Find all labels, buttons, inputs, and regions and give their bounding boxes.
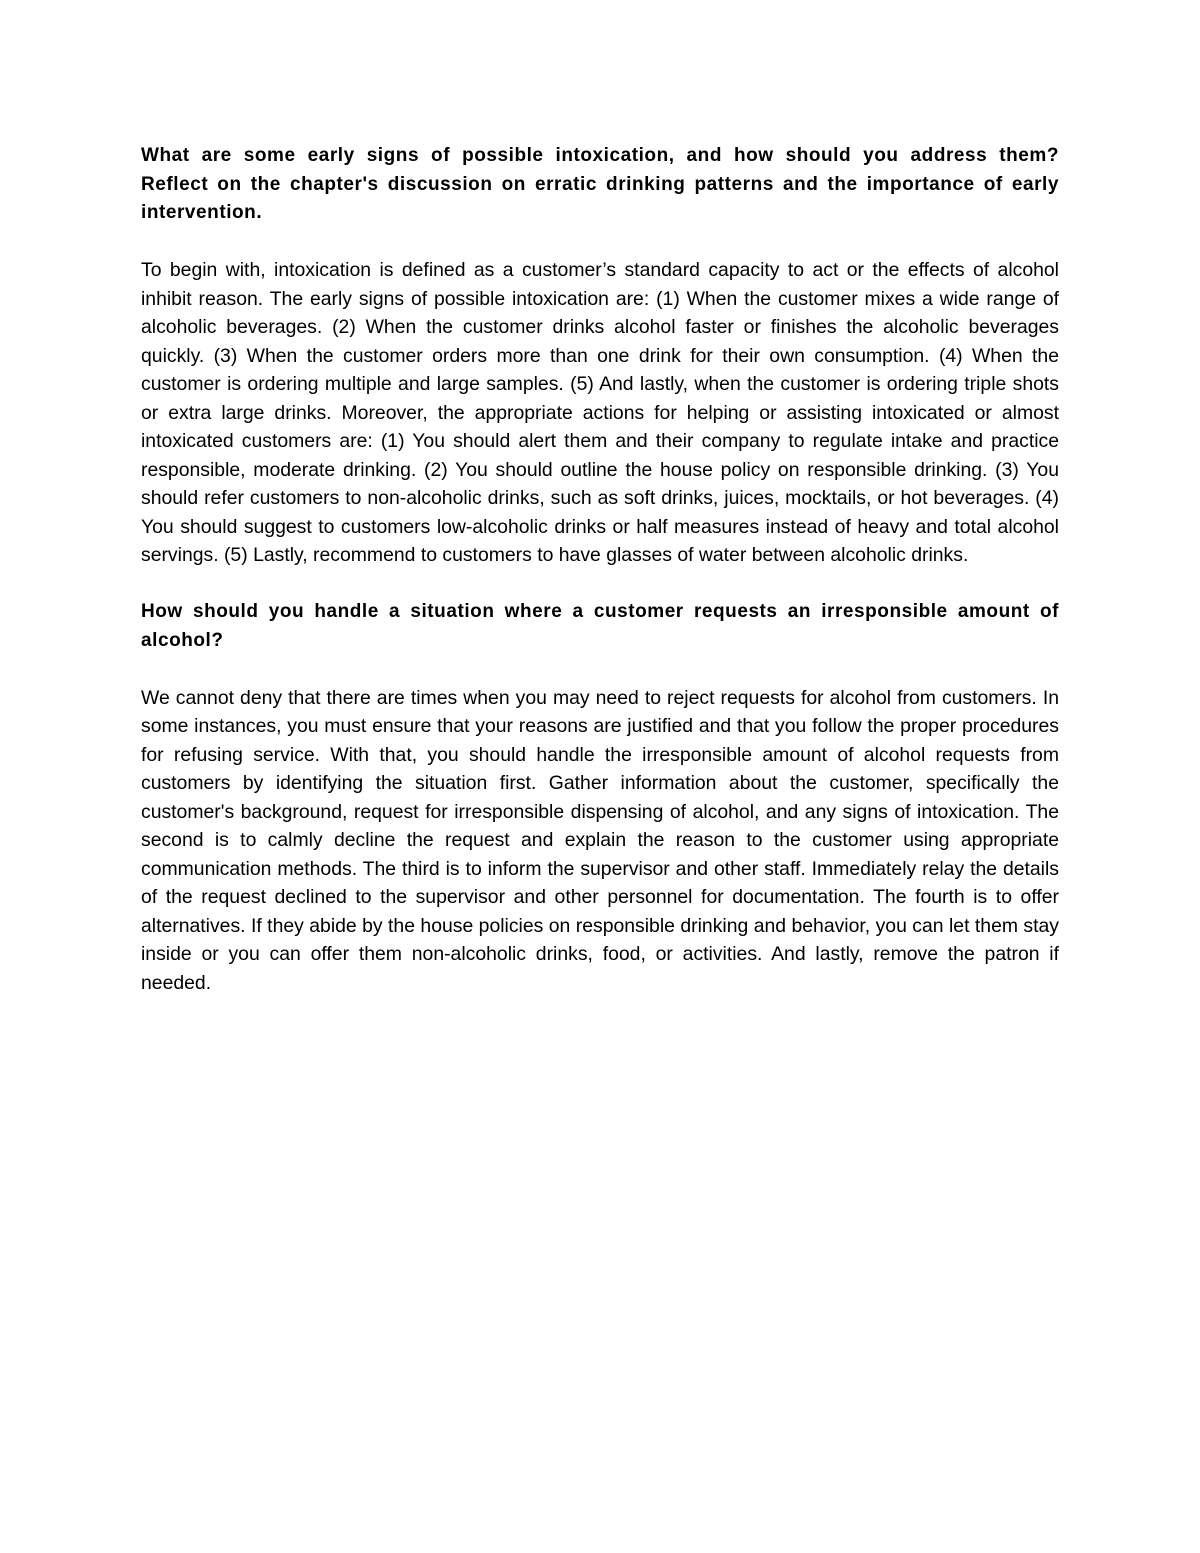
document-body (141, 142, 1059, 997)
question-2-heading: How should you handle a situation where a customer requests an irresponsible amount of alcohol? (141, 601, 1059, 651)
paragraph-spacer (141, 228, 1059, 257)
answer-2-paragraph: We cannot deny that there are times when you may need to reject requests for alcohol from customers. In some instances, you must ensure that your reasons are justified and that you follow the proper procedures for refusing service. With that, you should handle the irresponsible amount of alcohol requests from customers by identifying the situation first. Gather information about the customer, specifically the customer's background, request for irresponsible dispensing of alcohol, and any signs of intoxication. The second is to calmly decline the request and explain the reason to the customer using appropriate communication methods. The third is to inform the supervisor and other staff. Immediately relay the details of the request declined to the supervisor and other personnel for documentation. The fourth is to offer alternatives. If they abide by the house policies on responsible drinking and behavior, you can let them stay inside or you can offer them non-alcoholic drinks, food, or activities. And lastly, remove the patron if needed. (141, 686, 1059, 994)
paragraph-spacer (141, 570, 1059, 599)
question-1-heading: What are some early signs of possible intoxication, and how should you address them? Reflect on the chapter's discussion on erratic drinking patterns and the importance of early intervention. (141, 145, 1059, 223)
answer-1-paragraph: To begin with, intoxication is defined as a customer’s standard capacity to act or the effects of alcohol inhibit reason. The early signs of possible intoxication are: (1) When the customer mixes a wide range of alcoholic beverages. (2) When the customer drinks alcohol faster or finishes the alcoholic beverages quickly. (3) When the customer orders more than one drink for their own consumption. (4) When the customer is ordering multiple and large samples. (5) And lastly, when the customer is ordering triple shots or extra large drinks. Moreover, the appropriate actions for helping or assisting intoxicated or almost intoxicated customers are: (1) You should alert them and their company to regulate intake and practice responsible, moderate drinking. (2) You should outline the house policy on responsible drinking. (3) You should refer customers to non-alcoholic drinks, such as soft drinks, juices, mocktails, or hot beverages. (4) You should suggest to customers low-alcoholic drinks or half measures instead of heavy and total alcohol servings. (5) Lastly, recommend to customers to have glasses of water between alcoholic drinks. (141, 259, 1059, 566)
paragraph-spacer (141, 655, 1059, 684)
